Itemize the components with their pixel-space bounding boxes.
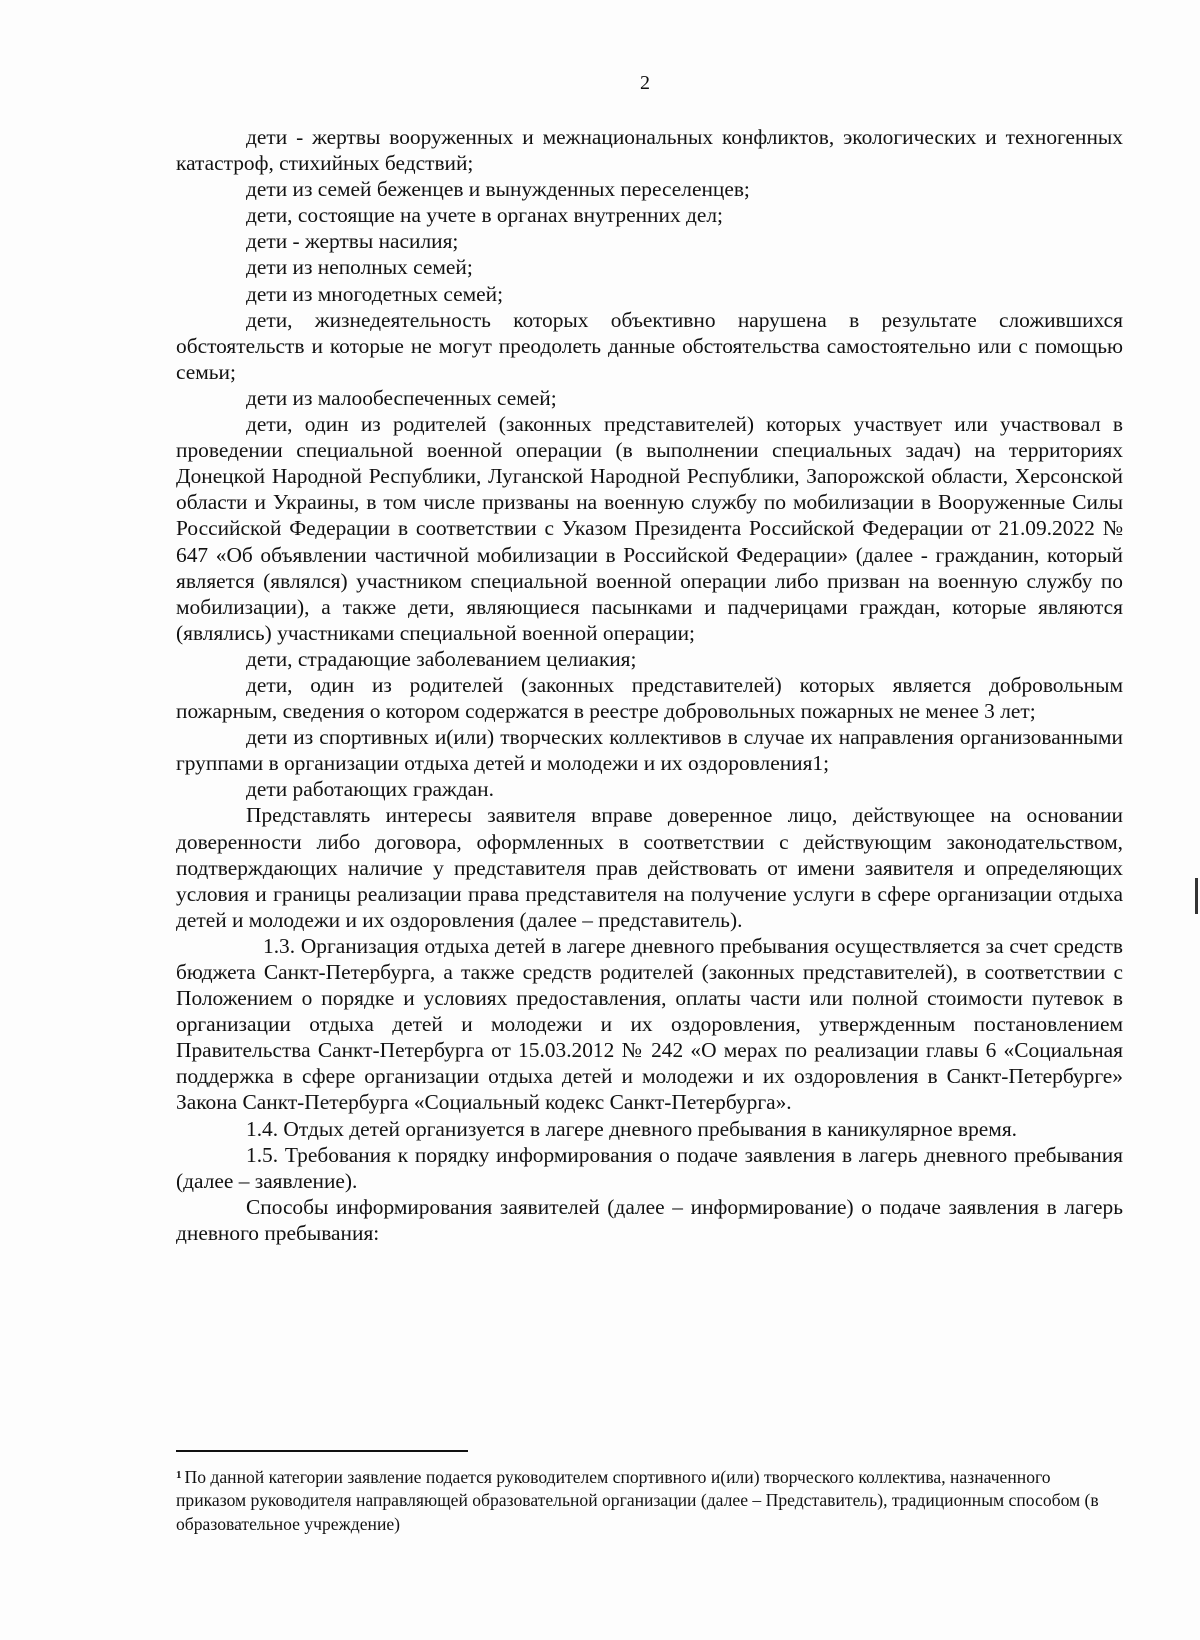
paragraph: дети, состоящие на учете в органах внутренних дел;	[246, 203, 723, 228]
paragraph: Способы информирования заявителей (далее – информирование) о подаче заявления в лагерь дневного пребывания:	[176, 1194, 1123, 1245]
paragraph: дети из малообеспеченных семей;	[246, 385, 557, 410]
scan-edge-mark	[1195, 878, 1198, 914]
paragraph: дети из спортивных и(или) творческих коллективов в случае их направления организованными группами в организации отдыха детей и молодежи и их оздоровления1;	[176, 725, 1123, 776]
paragraph: дети из неполных семей;	[246, 255, 473, 280]
paragraph: 1.3. Организация отдыха детей в лагере дневного пребывания осуществляется за счет средств бюджета Санкт-Петербурга, а также средств родителей (законных представителей), в соответствии с Положением о порядке и условиях предоставления, оплаты части или полной стоимости путевок в организации отдыха детей и молодежи и их оздоровления, утвержденным постановлением Правительства Санкт-Петербурга от 15.03.2012 № 242 «О мерах по реализации главы 6 «Социальная поддержка в сфере организации отдыха детей и молодежи и их оздоровления в Санкт-Петербурге» Закона Санкт-Петербурга «Социальный кодекс Санкт-Петербурга».	[176, 933, 1123, 1115]
paragraph: дети, жизнедеятельность которых объективно нарушена в результате сложившихся обстоятельств и которые не могут преодолеть данные обстоятельства самостоятельно или с помощью семьи;	[176, 307, 1123, 384]
footnote-marker: 1	[176, 1469, 182, 1481]
paragraph: дети, страдающие заболеванием целиакия;	[246, 646, 637, 671]
footnote-text: По данной категории заявление подается руководителем спортивного и(или) творческого коллектива, назначенного приказом руководителя направляющей образовательной организации (далее – Представитель), традиционным способом (в образовательное учреждение)	[176, 1467, 1099, 1534]
paragraph: 1.4. Отдых детей организуется в лагере дневного пребывания в каникулярное время.	[246, 1116, 1018, 1141]
document-body	[176, 124, 1123, 1246]
paragraph: дети - жертвы насилия;	[246, 229, 459, 254]
paragraph: Представлять интересы заявителя вправе доверенное лицо, действующее на основании доверенности либо договора, оформленных в соответствии с действующим законодательством, подтверждающих наличие у представителя прав действовать от имени заявителя и определяющих условия и границы реализации права представителя на получение услуги в сфере организации отдыха детей и молодежи и их оздоровления (далее – представитель).	[176, 803, 1123, 932]
footnote	[176, 1466, 1121, 1536]
paragraph: дети, один из родителей (законных представителей) которых является добровольным пожарным, сведения о котором содержатся в реестре добровольных пожарных не менее 3 лет;	[176, 672, 1123, 724]
page-number: 2	[640, 72, 650, 94]
footnote-separator	[176, 1450, 468, 1452]
paragraph: дети, один из родителей (законных представителей) которых участвует или участвовал в проведении специальной военной операции (в выполнении специальных задач) на территориях Донецкой Народной Республики, Луганской Народной Республики, Запорожской области, Херсонской области и Украины, в том числе призваны на военную службу по мобилизации в Вооруженные Силы Российской Федерации в соответствии с Указом Президента Российской Федерации от 21.09.2022 № 647 «Об объявлении частичной мобилизации в Российской Федерации» (далее - гражданин, который является (являлся) участником специальной военной операции либо призван на военную службу по мобилизации), а также дети, являющиеся пасынками и падчерицами граждан, которые являются (являлись) участниками специальной военной операции;	[176, 412, 1123, 645]
paragraph: дети - жертвы вооруженных и межнациональных конфликтов, экологических и техногенных катастроф, стихийных бедствий;	[176, 125, 1123, 176]
paragraph: дети из многодетных семей;	[246, 281, 504, 306]
paragraph: дети из семей беженцев и вынужденных переселенцев;	[246, 177, 750, 202]
paragraph: дети работающих граждан.	[246, 777, 494, 802]
paragraph: 1.5. Требования к порядку информирования о подаче заявления в лагерь дневного пребывания (далее – заявление).	[176, 1142, 1123, 1193]
